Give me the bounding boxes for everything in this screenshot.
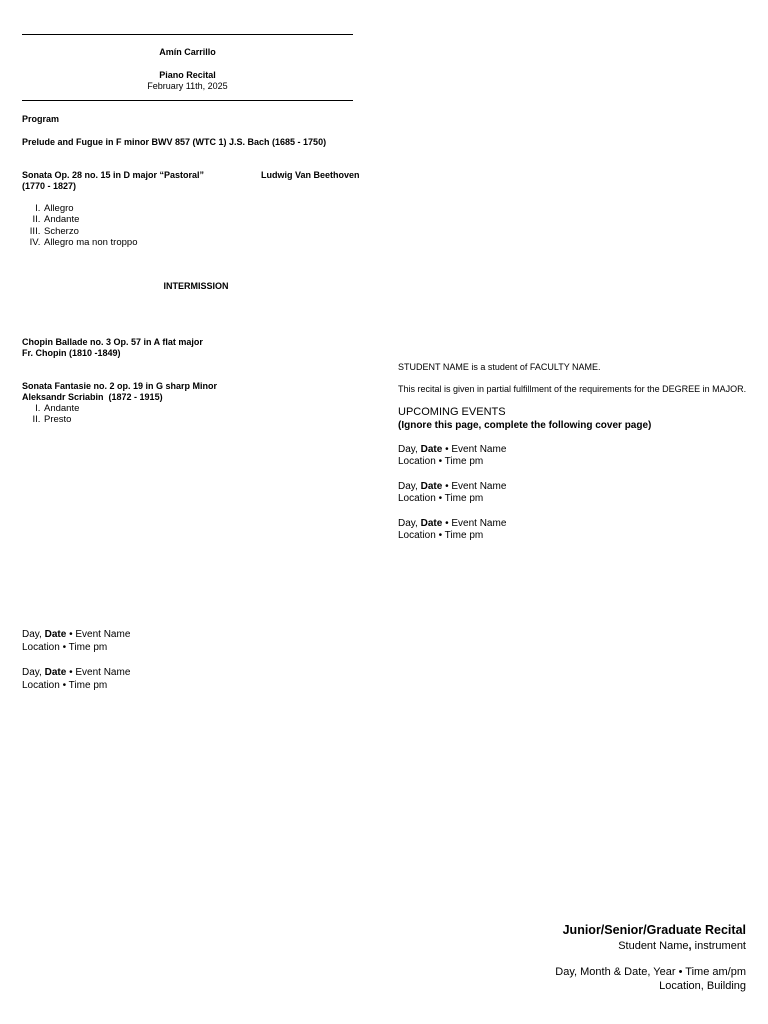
- recital-title: Piano Recital: [159, 70, 216, 80]
- event-day: Day,: [398, 481, 421, 492]
- event-date: Date: [420, 481, 443, 492]
- movement-item: I. Andante: [43, 403, 243, 414]
- recital-date: February 11th, 2025: [147, 81, 228, 91]
- event-date: Date: [420, 444, 443, 455]
- cover-datetime: Day, Month & Date, Year • Time am/pm: [555, 966, 746, 978]
- performer-name: Amín Carrillo: [159, 47, 216, 57]
- event-location: Location • Time pm: [398, 456, 484, 467]
- piece-4-movements: [22, 403, 243, 426]
- piece-3-title: Chopin Ballade no. 3 Op. 57 in A flat major: [22, 337, 203, 347]
- event-day: Day,: [22, 667, 45, 678]
- event-name: • Event Name: [442, 518, 507, 529]
- movement-item: IV. Allegro ma non troppo: [43, 237, 243, 248]
- movement-item: II. Andante: [43, 214, 243, 225]
- piece-2-title: Sonata Op. 28 no. 15 in D major “Pastoral”: [22, 170, 205, 180]
- upcoming-instruction: (Ignore this page, complete the following cover page): [398, 420, 652, 431]
- fulfillment-note: This recital is given in partial fulfillment of the requirements for the DEGREE in MAJOR.: [398, 384, 747, 394]
- event-day: Day,: [398, 518, 421, 529]
- event-name: • Event Name: [442, 444, 507, 455]
- cover-title: Junior/Senior/Graduate Recital: [562, 923, 746, 937]
- movement-item: I. Allegro: [43, 203, 243, 214]
- event-entry: [398, 518, 506, 531]
- upcoming-events-heading: UPCOMING EVENTS: [398, 406, 506, 418]
- event-location: Location • Time pm: [398, 530, 484, 541]
- movement-item: III. Scherzo: [43, 226, 243, 237]
- piece-4-composer: Aleksandr Scriabin (1872 - 1915): [22, 392, 163, 402]
- piece-3-composer: Fr. Chopin (1810 -1849): [22, 348, 121, 358]
- event-location: Location • Time pm: [398, 493, 484, 504]
- student-name: Student Name: [618, 940, 689, 952]
- event-entry: [22, 629, 130, 642]
- event-date: Date: [44, 629, 67, 640]
- piece-1: Prelude and Fugue in F minor BWV 857 (WTC 1) J.S. Bach (1685 - 1750): [22, 137, 327, 147]
- instrument: instrument: [691, 940, 746, 952]
- event-entry: [22, 667, 130, 680]
- event-entry: [398, 481, 506, 494]
- comma: ,: [688, 940, 692, 952]
- header-top-rule: [22, 34, 353, 35]
- event-entry: [398, 444, 506, 457]
- student-note: STUDENT NAME is a student of FACULTY NAME.: [398, 362, 601, 372]
- cover-location: Location, Building: [659, 980, 746, 992]
- event-location: Location • Time pm: [22, 642, 108, 653]
- movement-item: II. Presto: [43, 414, 243, 425]
- event-name: • Event Name: [66, 667, 131, 678]
- piece-2-movements: [22, 203, 243, 248]
- event-day: Day,: [398, 444, 421, 455]
- program-heading: Program: [22, 114, 60, 124]
- intermission-label: INTERMISSION: [163, 281, 229, 291]
- piece-2-composer: Ludwig Van Beethoven: [261, 170, 360, 180]
- event-location: Location • Time pm: [22, 680, 108, 691]
- event-name: • Event Name: [442, 481, 507, 492]
- event-name: • Event Name: [66, 629, 131, 640]
- cover-student: [618, 940, 746, 953]
- header-bottom-rule: [22, 100, 353, 101]
- event-date: Date: [420, 518, 443, 529]
- piece-4-title: Sonata Fantasie no. 2 op. 19 in G sharp Minor: [22, 381, 218, 391]
- piece-2-dates: (1770 - 1827): [22, 181, 77, 191]
- event-date: Date: [44, 667, 67, 678]
- event-day: Day,: [22, 629, 45, 640]
